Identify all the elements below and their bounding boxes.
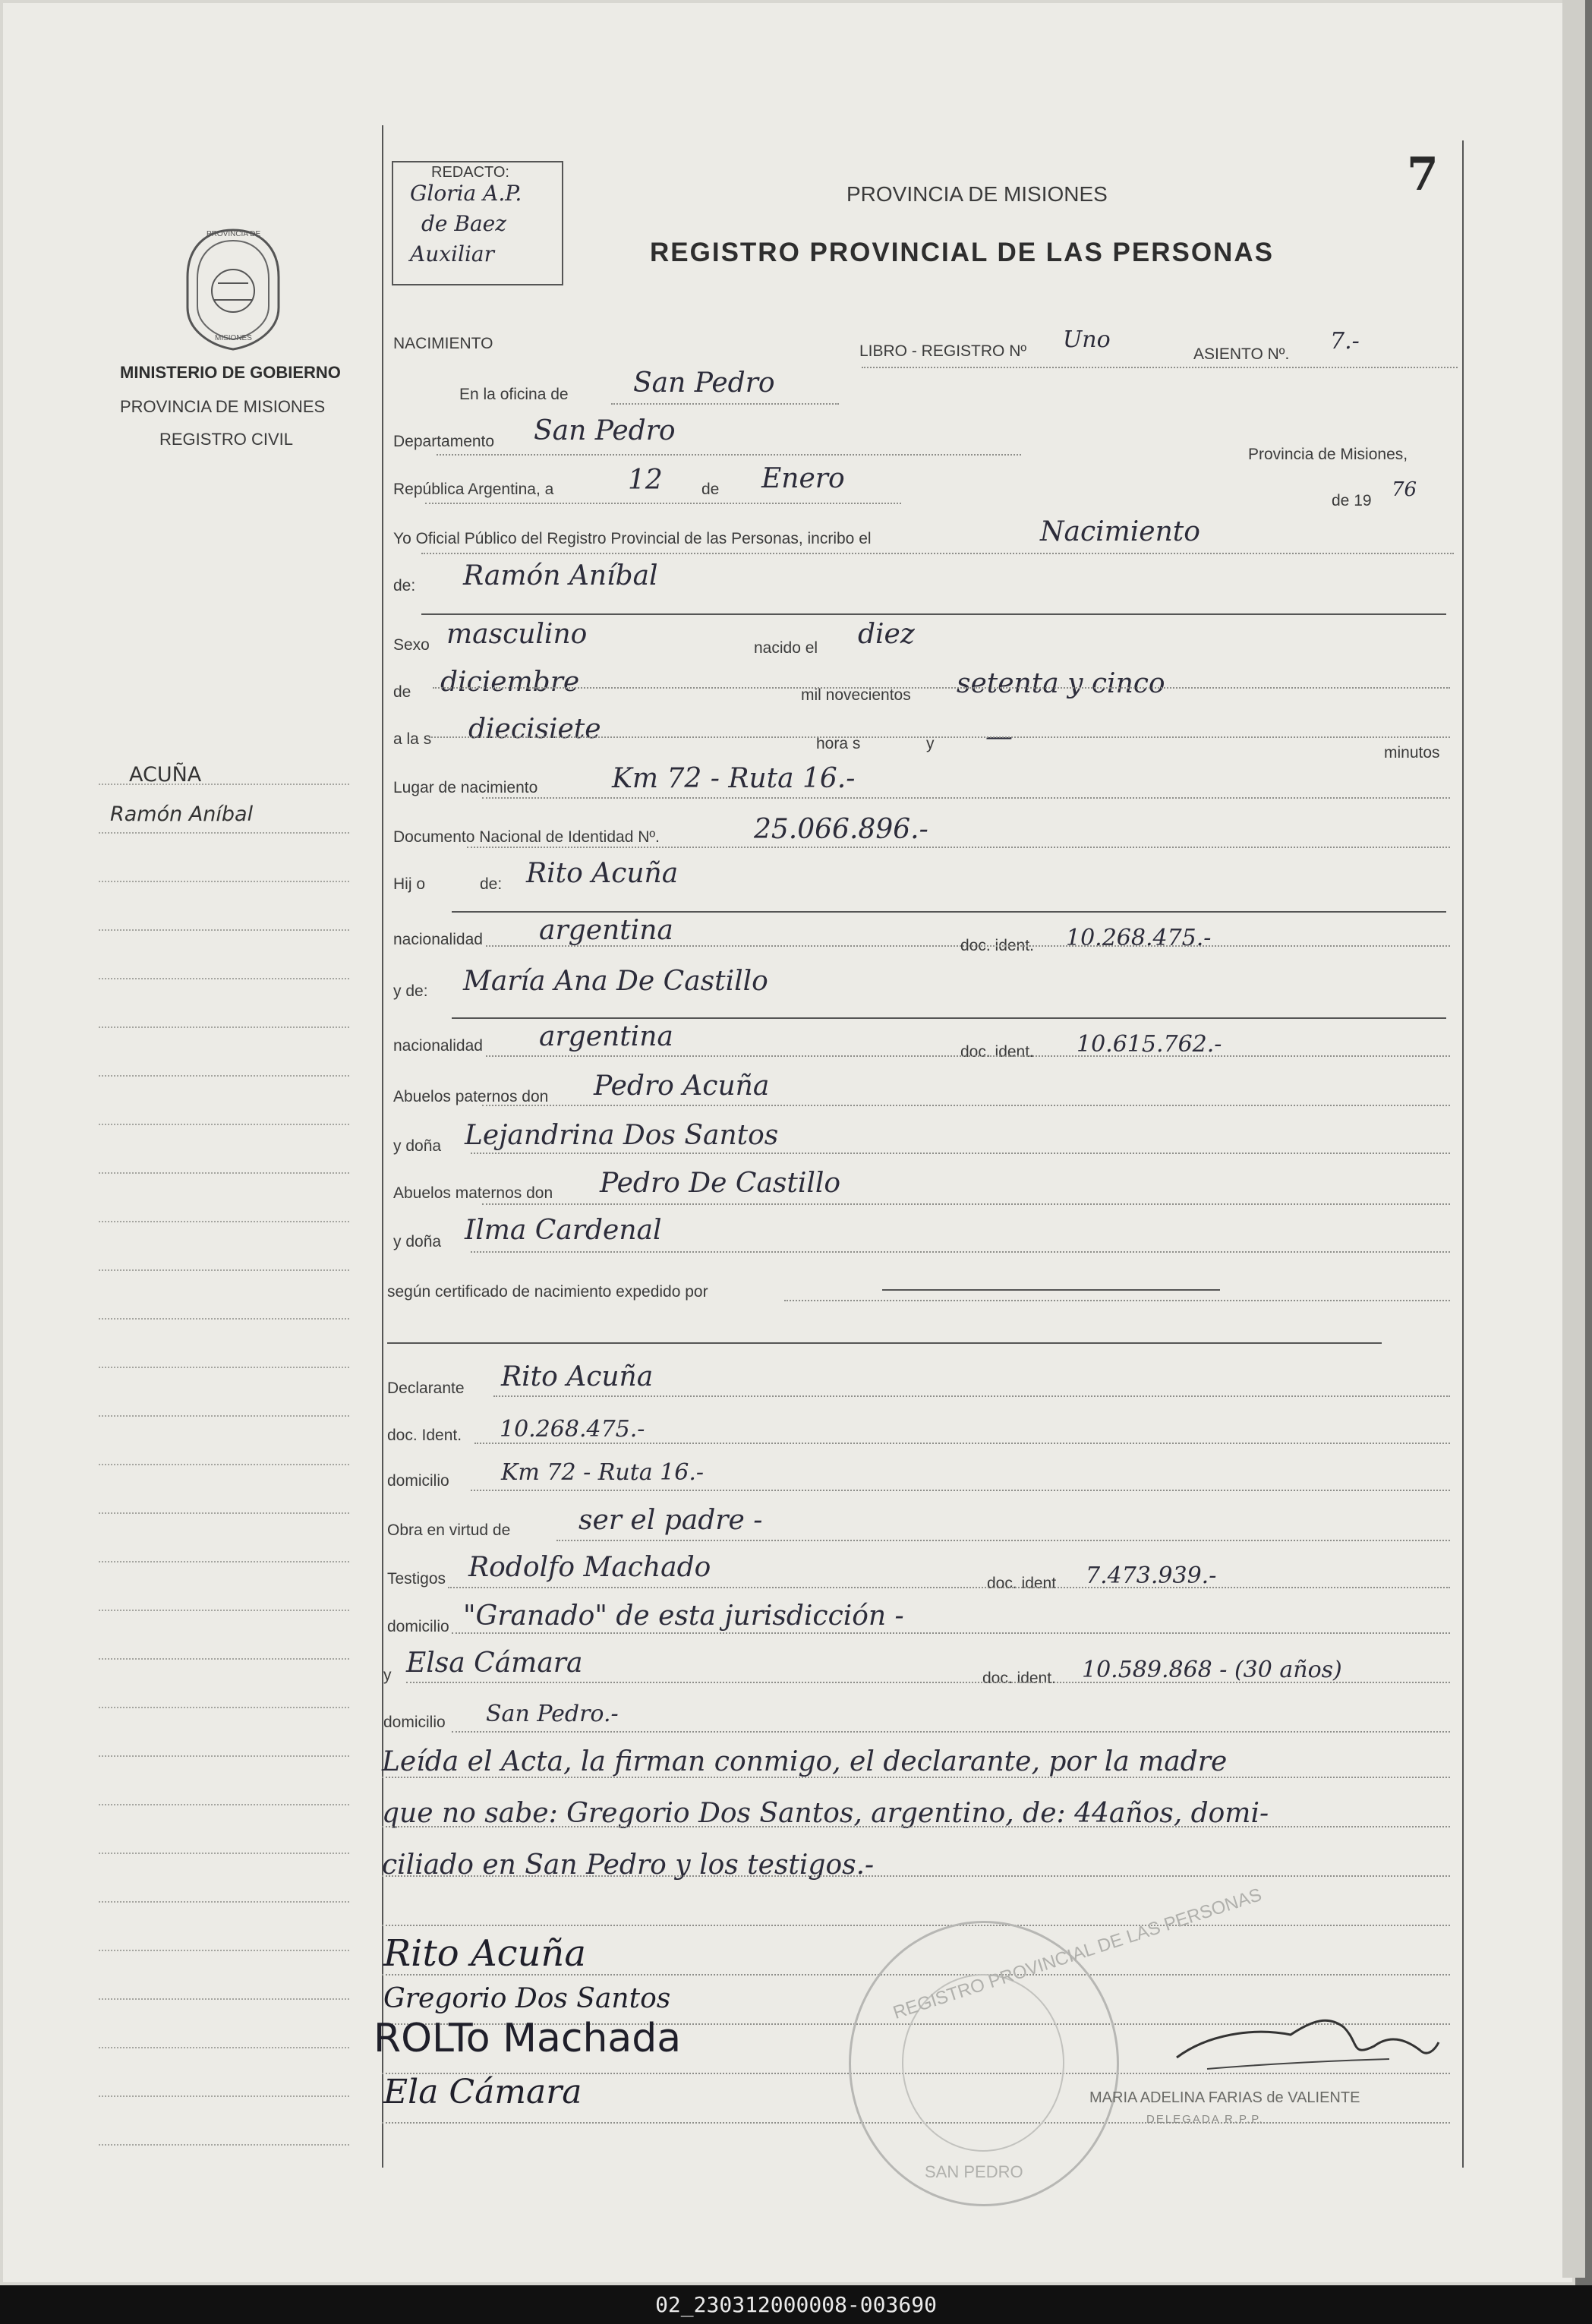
ministry-label: MINISTERIO DE GOBIERNO — [120, 363, 341, 382]
logo-text-bottom: MISIONES — [215, 334, 252, 342]
margin-ruled-line — [99, 1172, 349, 1174]
logo-text-top: PROVINCIA DE — [206, 230, 261, 238]
abuela-pat-value: Lejandrina Dos Santos — [465, 1120, 779, 1151]
margin-surname: ACUÑA — [129, 763, 202, 787]
padre-value: Rito Acuña — [526, 858, 679, 889]
margin-ruled-line — [99, 1804, 349, 1805]
seal-place: SAN PEDRO — [925, 2162, 1023, 2181]
oficial-cargo: DELEGADA R.P.P. — [1146, 2113, 1264, 2126]
margin-ruled-line — [99, 1221, 349, 1222]
form-dotted-line — [382, 1925, 1450, 1926]
mil-label: mil novecientos — [801, 686, 911, 704]
y-label: y — [926, 735, 935, 752]
nombre-de-label: de: — [393, 577, 416, 594]
form-dotted-line — [382, 1875, 1450, 1877]
form-solid-line — [452, 911, 1446, 913]
oficina-label: En la oficina de — [459, 386, 569, 403]
madre-value: María Ana De Castillo — [463, 966, 768, 997]
margin-ruled-line — [99, 1512, 349, 1514]
obra-label: Obra en virtud de — [387, 1521, 511, 1539]
form-dotted-line — [482, 1203, 1450, 1205]
signature-gregorio: Gregorio Dos Santos — [383, 1983, 671, 2014]
seal-text: REGISTRO PROVINCIAL DE LAS PERSONAS — [891, 1884, 1265, 2023]
margin-ruled-line — [99, 1658, 349, 1660]
padre-nac-label: nacionalidad — [393, 931, 483, 948]
padre-doc-label: doc. ident. — [960, 937, 1034, 954]
declarante-label: Declarante — [387, 1380, 465, 1397]
y-de-label: y de: — [393, 982, 428, 1000]
file-caption: 02_230312000008-003690 — [0, 2285, 1592, 2324]
registry-label: REGISTRO CIVIL — [159, 430, 294, 449]
form-dotted-line — [482, 797, 1450, 799]
form-dotted-line — [421, 553, 1454, 554]
declarante-doc-label: doc. Ident. — [387, 1427, 462, 1444]
de-label: de — [701, 481, 720, 498]
margin-ruled-line — [99, 1901, 349, 1903]
nombre-value: Ramón Aníbal — [463, 560, 658, 591]
nacimiento-label: NACIMIENTO — [393, 335, 493, 352]
horas-label: hora s — [816, 735, 861, 752]
margin-ruled-line — [99, 1998, 349, 2000]
margin-ruled-line — [99, 1464, 349, 1465]
madre-doc-value: 10.615.762.- — [1077, 1031, 1222, 1058]
form-dotted-line — [382, 1826, 1450, 1827]
departamento-label: Departamento — [393, 433, 495, 450]
obra-value: ser el padre - — [578, 1505, 763, 1536]
redacto-label: REDACTO: — [431, 164, 509, 181]
margin-ruled-line — [99, 929, 349, 931]
sexo-value: masculino — [446, 619, 588, 650]
signature-rodolfo: ROLTo Machada — [374, 2016, 682, 2061]
margin-ruled-line — [99, 2047, 349, 2048]
abuelos-pat-label: Abuelos paternos don — [393, 1088, 549, 1105]
form-dotted-line — [437, 454, 1021, 456]
signature-declarante: Rito Acuña — [383, 1932, 586, 1975]
padre-doc-value: 10.268.475.- — [1066, 925, 1212, 951]
form-solid-line — [421, 613, 1446, 615]
certificado-line — [882, 1289, 1220, 1291]
nacido-label: nacido el — [754, 639, 818, 657]
oficial-text: Yo Oficial Público del Registro Provincial de las Personas, incribo el — [393, 530, 872, 547]
form-dotted-line — [556, 1540, 1450, 1541]
observaciones-line-2: que no sabe: Gregorio Dos Santos, argentino, de: 44años, domi- — [382, 1798, 1269, 1829]
abuela-mat-label: y doña — [393, 1233, 442, 1250]
minutos-value: — — [985, 721, 1013, 752]
header-title: REGISTRO PROVINCIAL DE LAS PERSONAS — [650, 238, 1274, 267]
abuelo-pat-value: Pedro Acuña — [594, 1071, 770, 1102]
hijo-de-label: de: — [480, 875, 503, 893]
anio-nac-value: setenta y cinco — [957, 668, 1165, 699]
sexo-label: Sexo — [393, 636, 430, 654]
margin-ruled-line — [99, 1318, 349, 1320]
margin-ruled-line — [99, 1075, 349, 1077]
oficina-value: San Pedro — [633, 367, 775, 399]
hijo-label: Hij o — [393, 875, 426, 893]
form-dotted-line — [611, 403, 839, 405]
left-province-label: PROVINCIA DE MISIONES — [120, 397, 326, 416]
header-province: PROVINCIA DE MISIONES — [846, 182, 1108, 206]
testigo2-value: Elsa Cámara — [406, 1648, 583, 1679]
margin-ruled-line — [99, 1853, 349, 1854]
republica-label: República Argentina, a — [393, 481, 554, 498]
hora-value: diecisiete — [468, 714, 601, 745]
testigo2-doc-value: 10.589.868 - (30 años) — [1082, 1657, 1342, 1683]
testigo1-value: Rodolfo Machado — [468, 1552, 711, 1583]
form-dotted-line — [471, 1490, 1450, 1491]
testigo1-doc-value: 7.473.939.- — [1086, 1562, 1217, 1589]
madre-doc-label: doc. ident. — [960, 1043, 1034, 1061]
official-signature-icon — [1162, 2004, 1450, 2088]
testigo1-dom-label: domicilio — [387, 1618, 449, 1635]
minutos-label: minutos — [1384, 744, 1440, 762]
testigo1-doc-label: doc. ident — [987, 1575, 1057, 1592]
form-dotted-line — [474, 1443, 1450, 1444]
form-dotted-line — [1029, 1055, 1450, 1057]
asiento-label: ASIENTO Nº. — [1193, 345, 1290, 363]
mes-value: Enero — [761, 463, 845, 494]
margin-ruled-line — [99, 1755, 349, 1757]
form-dotted-line — [448, 1587, 1450, 1588]
form-dotted-line — [425, 503, 901, 504]
form-dotted-line — [452, 1632, 1450, 1634]
abuelo-mat-value: Pedro De Castillo — [600, 1168, 841, 1199]
form-solid-line — [387, 1342, 1382, 1344]
nacido-value: diez — [858, 619, 915, 650]
page-edge — [1562, 0, 1585, 2278]
madre-nac-value: argentina — [539, 1021, 673, 1052]
libro-label: LIBRO - REGISTRO Nº — [859, 342, 1027, 360]
mes-nac-value: diciembre — [440, 667, 580, 698]
form-dotted-line — [452, 1731, 1450, 1733]
form-dotted-line — [493, 1395, 1450, 1397]
form-dotted-line — [784, 1300, 1450, 1301]
margin-ruled-line — [99, 832, 349, 834]
redacto-line-2: de Baez — [421, 211, 506, 236]
margin-names: Ramón Aníbal — [110, 803, 254, 826]
observaciones-line-3: ciliado en San Pedro y los testigos.- — [382, 1849, 875, 1881]
margin-ruled-line — [99, 2144, 349, 2146]
testigo2-dom-label: domicilio — [383, 1714, 446, 1731]
dni-label: Documento Nacional de Identidad Nº. — [393, 828, 660, 846]
form-dotted-line — [429, 736, 1450, 738]
declarante-dom-label: domicilio — [387, 1472, 449, 1490]
dia-value: 12 — [628, 465, 663, 496]
dni-value: 25.066.896.- — [754, 814, 928, 845]
form-dotted-line — [471, 1251, 1450, 1253]
libro-value: Uno — [1063, 326, 1111, 353]
testigos-label: Testigos — [387, 1570, 446, 1588]
declarante-value: Rito Acuña — [501, 1361, 654, 1392]
a-las-label: a la s — [393, 730, 432, 748]
testigo2-y-label: y — [383, 1667, 392, 1684]
form-solid-line — [452, 1017, 1446, 1019]
margin-ruled-line — [99, 1610, 349, 1611]
padre-nac-value: argentina — [539, 915, 673, 946]
margin-ruled-line — [99, 881, 349, 882]
margin-ruled-line — [99, 1561, 349, 1562]
redacto-line-3: Auxiliar — [410, 241, 494, 266]
form-dotted-line — [482, 1105, 1450, 1106]
observaciones-line-1: Leída el Acta, la firman conmigo, el declarante, por la madre — [382, 1746, 1228, 1777]
margin-ruled-line — [99, 2095, 349, 2097]
form-dotted-line — [382, 1777, 1450, 1778]
abuela-mat-value: Ilma Cardenal — [465, 1215, 662, 1246]
abuela-pat-label: y doña — [393, 1137, 442, 1155]
margin-ruled-line — [99, 1950, 349, 1951]
redacto-line-1: Gloria A.P. — [410, 181, 522, 206]
de-label-3: de — [393, 683, 411, 701]
lugar-label: Lugar de nacimiento — [393, 779, 538, 796]
margin-ruled-line — [99, 1415, 349, 1417]
madre-nac-label: nacionalidad — [393, 1037, 483, 1055]
inscribo-value: Nacimiento — [1040, 516, 1200, 547]
form-dotted-line — [471, 1153, 1450, 1154]
form-dotted-line — [467, 847, 1450, 848]
form-dotted-line — [1029, 945, 1450, 947]
departamento-value: San Pedro — [534, 415, 676, 446]
margin-ruled-line — [99, 1367, 349, 1368]
form-dotted-line — [433, 687, 1450, 689]
anio-value: 76 — [1392, 478, 1417, 501]
declarante-dom-value: Km 72 - Ruta 16.- — [501, 1459, 705, 1486]
form-dotted-line — [406, 1682, 1450, 1683]
asiento-value: 7.- — [1330, 328, 1360, 355]
declarante-doc-value: 10.268.475.- — [500, 1416, 645, 1443]
certificado-label: según certificado de nacimiento expedido por — [387, 1283, 708, 1301]
abuelos-mat-label: Abuelos maternos don — [393, 1184, 553, 1202]
signature-elsa: Ela Cámara — [383, 2073, 582, 2111]
page-number: 7 — [1407, 148, 1439, 201]
testigo2-dom-value: San Pedro.- — [486, 1701, 619, 1727]
lugar-value: Km 72 - Ruta 16.- — [612, 763, 856, 794]
margin-ruled-line — [99, 1124, 349, 1125]
margin-ruled-line — [99, 1707, 349, 1708]
margin-ruled-line — [99, 1026, 349, 1028]
form-dotted-line — [873, 367, 1458, 368]
oficial-nombre: MARIA ADELINA FARIAS de VALIENTE — [1089, 2089, 1360, 2106]
right-frame-line — [1462, 140, 1464, 2168]
testigo2-doc-label: doc. ident. — [982, 1670, 1056, 1687]
margin-ruled-line — [99, 978, 349, 979]
margin-ruled-line — [99, 1269, 349, 1271]
provincia-label: Provincia de Misiones, — [1248, 446, 1408, 463]
testigo1-dom-value: "Granado" de esta jurisdicción - — [463, 1600, 904, 1632]
anio-prefix: de 19 — [1332, 492, 1372, 509]
